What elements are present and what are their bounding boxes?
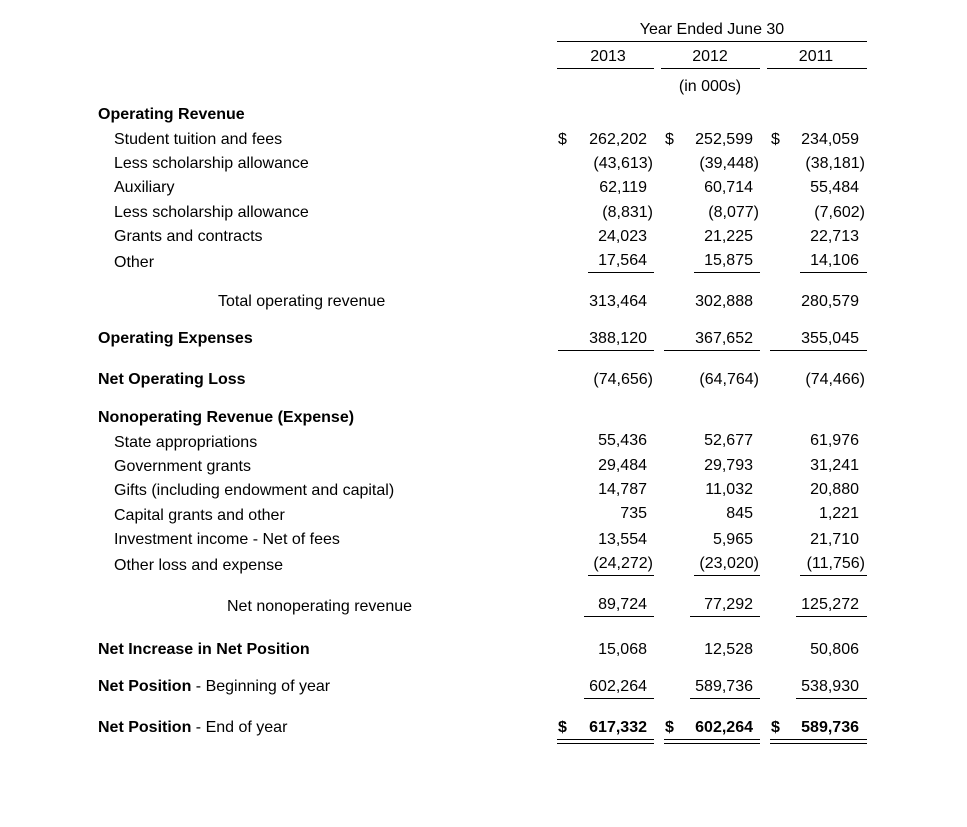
- value-2012: 29,793: [704, 457, 753, 474]
- value-2011: 589,736: [801, 719, 859, 736]
- operating-revenue-heading: Operating Revenue: [98, 106, 245, 123]
- row-label: Other: [114, 254, 155, 271]
- value-2011: 50,806: [810, 641, 859, 658]
- value-2013: 15,068: [598, 641, 647, 658]
- value-2012: 367,652: [695, 330, 753, 347]
- value-2011: 355,045: [801, 330, 859, 347]
- label-bold-part: Net Position: [98, 719, 192, 736]
- value-2011: 20,880: [810, 481, 859, 498]
- value-2013: 388,120: [589, 330, 647, 347]
- value-2012: 12,528: [704, 641, 753, 658]
- value-2013: 617,332: [589, 719, 647, 736]
- value-2013: 602,264: [589, 678, 647, 695]
- row-label: State appropriations: [114, 434, 258, 451]
- value-2013: (8,831): [602, 204, 653, 221]
- value-2013: 24,023: [598, 228, 647, 245]
- value-2012: 77,292: [704, 596, 753, 613]
- subtotal-rule: [694, 272, 760, 273]
- nonoperating-heading: Nonoperating Revenue (Expense): [98, 409, 355, 426]
- row-label: Gifts (including endowment and capital): [114, 482, 395, 499]
- label-rest-part: - End of year: [191, 719, 288, 736]
- value-2013: 89,724: [598, 596, 647, 613]
- value-2011: (74,466): [805, 371, 865, 388]
- value-2013: 29,484: [598, 457, 647, 474]
- subtotal-rule: [800, 575, 867, 576]
- value-2012: 60,714: [704, 179, 753, 196]
- label-rest-part: - Beginning of year: [191, 678, 331, 695]
- subtotal-rule: [690, 698, 760, 699]
- value-2013: 55,436: [598, 432, 647, 449]
- value-2011: 21,710: [810, 531, 859, 548]
- value-2013: (24,272): [593, 555, 653, 572]
- subtotal-rule: [694, 575, 760, 576]
- value-2011: (11,756): [806, 555, 865, 572]
- dollar-sign: $: [771, 131, 780, 148]
- row-label: Investment income - Net of fees: [114, 531, 340, 548]
- value-2012: 5,965: [712, 531, 753, 548]
- label-bold-part: Net Position: [98, 678, 192, 695]
- value-2013: 313,464: [589, 293, 647, 310]
- total-double-rule: [664, 739, 760, 744]
- dollar-sign: $: [771, 719, 780, 736]
- subtotal-rule: [558, 350, 654, 351]
- dollar-sign: $: [558, 719, 567, 736]
- value-2011: 14,106: [810, 252, 859, 269]
- value-2013: 735: [620, 505, 647, 522]
- net-operating-loss-label: Net Operating Loss: [98, 371, 246, 388]
- subtotal-rule: [584, 698, 654, 699]
- subtotal-rule: [588, 272, 654, 273]
- row-label: Capital grants and other: [114, 507, 285, 524]
- value-2011: 1,221: [818, 505, 859, 522]
- value-2011: 55,484: [810, 179, 859, 196]
- value-2011: 22,713: [810, 228, 859, 245]
- value-2011: 31,241: [810, 457, 859, 474]
- subtotal-rule: [664, 350, 760, 351]
- net-position-beginning-label: [98, 677, 330, 697]
- value-2013: 62,119: [599, 179, 647, 196]
- value-2011: 125,272: [801, 596, 859, 613]
- value-2012: 21,225: [704, 228, 753, 245]
- value-2012: 602,264: [695, 719, 753, 736]
- row-label: Less scholarship allowance: [114, 204, 309, 221]
- subtotal-rule: [588, 575, 654, 576]
- value-2012: (8,077): [708, 204, 759, 221]
- total-double-rule: [770, 739, 867, 744]
- net-increase-label: Net Increase in Net Position: [98, 641, 310, 658]
- value-2012: 302,888: [695, 293, 753, 310]
- subtotal-rule: [796, 698, 867, 699]
- value-2013: 13,554: [598, 531, 647, 548]
- value-2012: 15,875: [704, 252, 753, 269]
- dollar-sign: $: [665, 719, 674, 736]
- net-position-end-label: [98, 718, 287, 738]
- net-nonoperating-revenue-label: Net nonoperating revenue: [227, 598, 413, 615]
- value-2012: (64,764): [699, 371, 759, 388]
- value-2012: 52,677: [704, 432, 753, 449]
- row-label: Less scholarship allowance: [114, 155, 309, 172]
- year-2012-rule: [661, 68, 760, 69]
- value-2012: (39,448): [699, 155, 759, 172]
- year-2011-rule: [767, 68, 867, 69]
- value-2013: (74,656): [593, 371, 653, 388]
- year-2013-rule: [557, 68, 654, 69]
- subtotal-rule: [770, 350, 867, 351]
- year-2013: 2013: [590, 48, 626, 65]
- value-2011: (38,181): [805, 155, 865, 172]
- row-label: Student tuition and fees: [114, 131, 283, 148]
- subtotal-rule: [800, 272, 867, 273]
- row-label: Grants and contracts: [114, 228, 263, 245]
- year-2012: 2012: [692, 48, 728, 65]
- value-2011: (7,602): [814, 204, 865, 221]
- total-double-rule: [557, 739, 654, 744]
- value-2012: 845: [726, 505, 753, 522]
- year-2011: 2011: [798, 48, 834, 65]
- value-2011: 538,930: [801, 678, 859, 695]
- value-2012: 11,032: [705, 481, 753, 498]
- value-2013: 262,202: [589, 131, 647, 148]
- dollar-sign: $: [558, 131, 567, 148]
- value-2011: 280,579: [801, 293, 859, 310]
- subtotal-rule: [796, 616, 867, 617]
- header-rule: [557, 41, 867, 42]
- value-2012: 589,736: [695, 678, 753, 695]
- dollar-sign: $: [665, 131, 674, 148]
- subtotal-rule: [584, 616, 654, 617]
- total-operating-revenue-label: Total operating revenue: [218, 293, 386, 310]
- units-note: (in 000s): [678, 78, 742, 95]
- value-2011: 61,976: [810, 432, 859, 449]
- operating-expenses-label: Operating Expenses: [98, 330, 253, 347]
- value-2011: 234,059: [801, 131, 859, 148]
- subtotal-rule: [690, 616, 760, 617]
- header-title: Year Ended June 30: [639, 21, 785, 38]
- value-2013: 14,787: [598, 481, 647, 498]
- row-label: Auxiliary: [114, 179, 175, 196]
- row-label: Government grants: [114, 458, 251, 475]
- value-2013: 17,564: [598, 252, 647, 269]
- value-2012: 252,599: [695, 131, 753, 148]
- value-2013: (43,613): [593, 155, 653, 172]
- row-label: Other loss and expense: [114, 557, 283, 574]
- value-2012: (23,020): [699, 555, 759, 572]
